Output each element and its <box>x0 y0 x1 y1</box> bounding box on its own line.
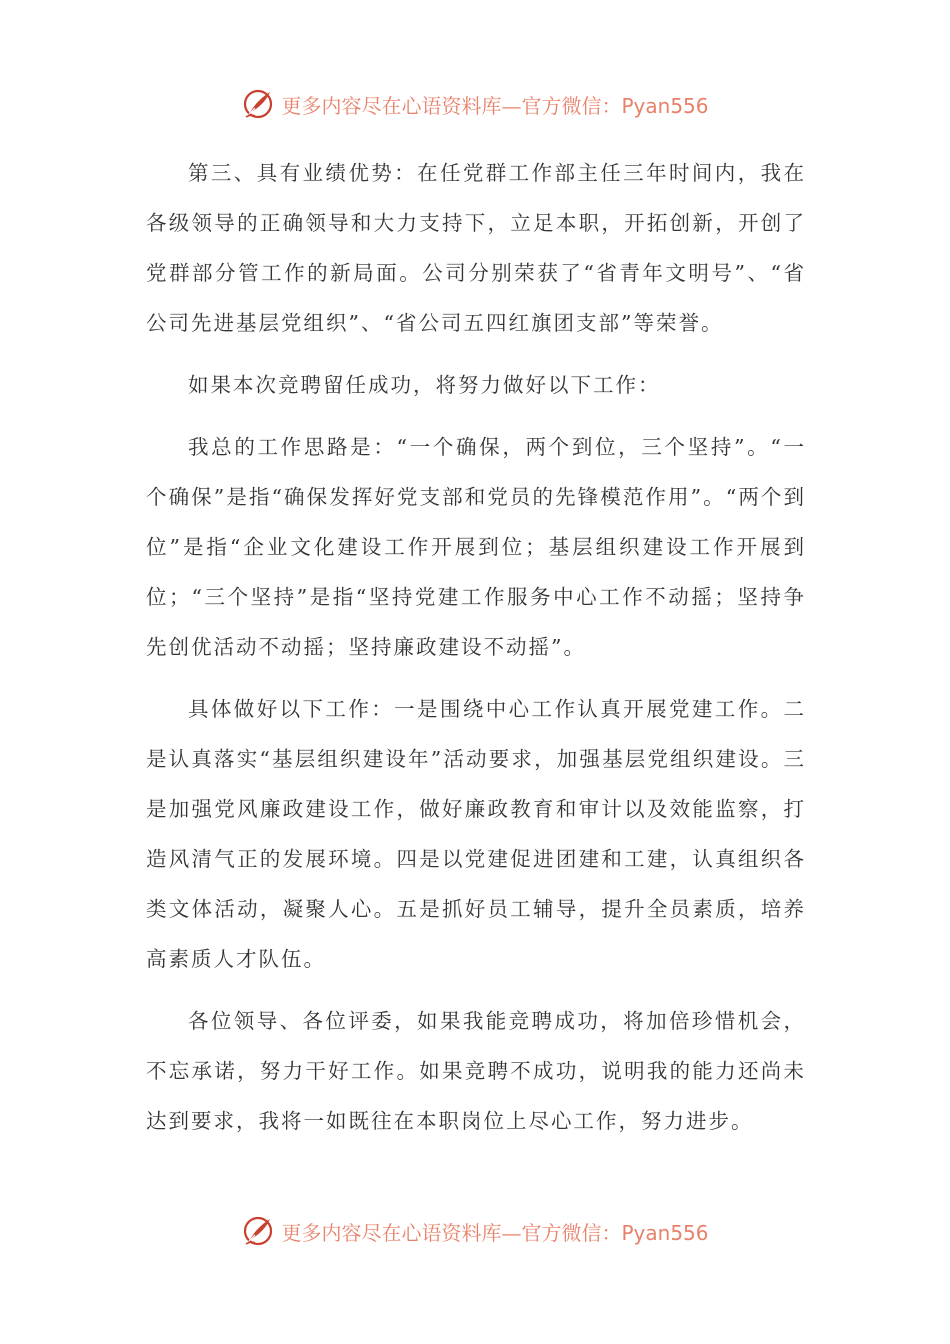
document-body <box>146 148 806 1158</box>
footer-banner-inner <box>241 1214 708 1248</box>
paragraph-1: 第三、具有业绩优势：在任党群工作部主任三年时间内，我在各级领导的正确领导和大力支持下，立足本职，开拓创新，开创了党群部分管工作的新局面。公司分别荣获了“省青年文明号”、“省公司先进基层党组织”、“省公司五四红旗团支部”等荣誉。 <box>146 161 806 335</box>
header-banner-label: 更多内容尽在心语资料库—官方微信： <box>281 93 622 118</box>
paragraph-2: 如果本次竞聘留任成功，将努力做好以下工作： <box>188 373 661 397</box>
footer-banner <box>0 1211 950 1251</box>
footer-banner-text <box>281 1217 708 1246</box>
header-banner-wechat-id: Pyan556 <box>621 93 709 118</box>
header-banner-inner <box>241 87 708 121</box>
paragraph-3: 我总的工作思路是：“一个确保，两个到位，三个坚持”。“一个确保”是指“确保发挥好党支部和党员的先锋模范作用”。“两个到位”是指“企业文化建设工作开展到位；基层组织建设工作开展到位；“三个坚持”是指“坚持党建工作服务中心工作不动摇；坚持争先创优活动不动摇；坚持廉政建设不动摇”。 <box>146 435 806 659</box>
footer-banner-wechat-id: Pyan556 <box>621 1220 709 1245</box>
quill-pen-logo-icon <box>241 1214 275 1248</box>
header-banner <box>0 84 950 124</box>
footer-banner-label: 更多内容尽在心语资料库—官方微信： <box>281 1220 622 1245</box>
quill-pen-logo-icon <box>241 87 275 121</box>
paragraph-4: 具体做好以下工作：一是围绕中心工作认真开展党建工作。二是认真落实“基层组织建设年”活动要求，加强基层党组织建设。三是加强党风廉政建设工作，做好廉政教育和审计以及效能监察，打造风清气正的发展环境。四是以党建促进团建和工建，认真组织各类文体活动，凝聚人心。五是抓好员工辅导，提升全员素质，培养高素质人才队伍。 <box>146 697 806 971</box>
header-banner-text <box>281 90 708 119</box>
paragraph-5: 各位领导、各位评委，如果我能竞聘成功，将加倍珍惜机会，不忘承诺，努力干好工作。如果竞聘不成功，说明我的能力还尚未达到要求，我将一如既往在本职岗位上尽心工作，努力进步。 <box>146 1009 806 1133</box>
